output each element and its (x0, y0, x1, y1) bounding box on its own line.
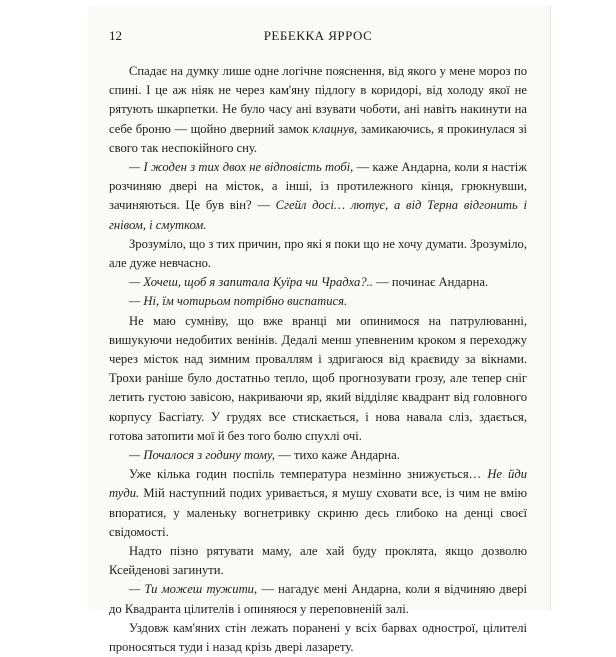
italic-run: — Хочеш, щоб я запитала Куїра чи Чрадха?.. (129, 275, 377, 290)
paragraph (109, 235, 527, 273)
text-run: Уздовж кам'яних стін лежать поранені у всіх барвах однострої, цілителі проносяться туди і назад крізь двері лазарету. (109, 620, 527, 655)
running-head-author: РЕБЕККА ЯРРОС (263, 28, 373, 43)
text-run: — тихо каже Андарна. (278, 448, 400, 463)
text-run: Мій наступний подих уривається, я мушу сховати все, із чим не вмію впоратися, у маленьку вогнетривку скриню десь глибоко на денці своєї свідомості. (109, 486, 527, 539)
text-run: — нагадує мені Андарна, коли я відчиняю двері до Квадранта цілителів і опиняюся у переповненій залі. (109, 582, 527, 616)
paragraph (109, 273, 527, 292)
text-run: , замикаючись, я прокинулася зі свого так неспокійного сну. (109, 121, 527, 155)
italic-run: — Почалося з годину тому, (129, 448, 279, 463)
text-run: Зрозуміло, що з тих причин, про які я поки що не хочу думати. Зрозуміло, але дуже невчасно. (109, 236, 527, 271)
paragraph (109, 465, 527, 542)
italic-run: клацнув (312, 121, 355, 136)
text-run: Спадає на думку лише одне логічне пояснення, від якого у мене мороз по спині. І це аж ніяк не через кам'яну підлогу в коридорі, від холоду якої не рятують шкарпетки. Не було часу ані взувати чоботи, ані навіть накинути на себе броню — щойно дверний замок (109, 64, 527, 136)
running-head (109, 28, 527, 46)
text-run: Не маю сумніву, що вже вранці ми опинимося на патрулюванні, вишукуючи недобитих венінів. Дедалі менш упевненим кроком я переходжу через місток над зимним проваллям і здригаюся від краєвиду за вікнами. Трохи раніше було достатньо тепло, щоб прогнозувати грозу, але тепер сніг летить густою завісою, накриваючи яр, який відділяє квадрант від головного корпусу Басгіату. У грудях все стискається, і нова навала сліз, здається, готова затопити мої й без того болю спухлі очі. (109, 313, 527, 443)
paragraph (109, 312, 527, 446)
paragraph (109, 580, 527, 618)
paragraph (109, 158, 527, 235)
text-run: — каже Андарна, коли я настіж розчиняю двері на місток, а інші, із протилежного кінця, грюкнувши, зачиняються. Це був він? — (109, 160, 527, 213)
paragraph (109, 292, 527, 311)
paragraph (109, 446, 527, 465)
text-run: Надто пізно рятувати маму, але хай буду проклята, якщо дозволю Ксейденові загинути. (109, 544, 527, 578)
page-number: 12 (109, 28, 122, 43)
italic-run: — І жоден з тих двох не відповість тобі, (129, 160, 357, 175)
paragraph (109, 542, 527, 580)
text-run: — починає Андарна. (376, 275, 489, 290)
italic-run: Не йди туди. (109, 467, 527, 501)
italic-run: — Ти можеш тужити, (129, 582, 262, 597)
body-text (109, 62, 527, 657)
italic-run: Сгейл досі… лютує, а від Терна відгонить і гнівом, і смутком. (109, 198, 527, 232)
text-run: Уже кілька годин поспіль температура незмінно знижується… (129, 467, 488, 482)
paragraph (109, 619, 527, 657)
paragraph (109, 62, 527, 158)
italic-run: — Ні, їм чотирьом потрібно виспатися. (129, 294, 348, 309)
